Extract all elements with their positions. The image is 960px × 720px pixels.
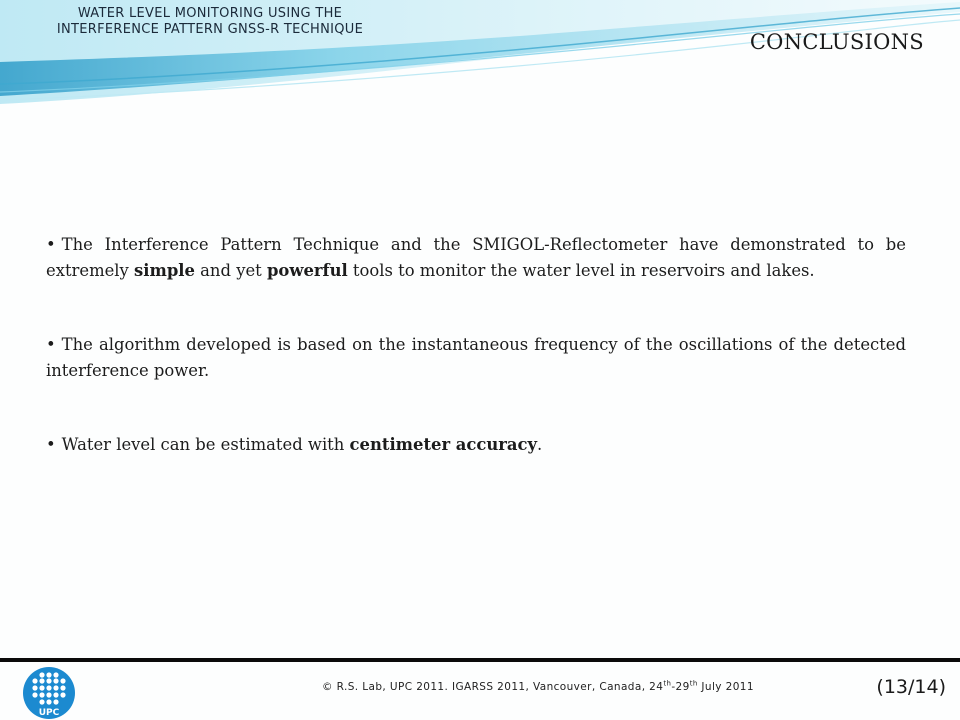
bullet-text: and yet [194, 261, 267, 280]
bullet-dot: • [46, 435, 56, 454]
bullet-text: Water level can be estimated with [61, 435, 350, 454]
footer-credit-suffix: July 2011 [697, 681, 754, 693]
footer-sup: th [663, 679, 672, 688]
footer-sup: th [689, 679, 698, 688]
bullet-list [46, 232, 906, 484]
footer-credit-prefix: © R.S. Lab, UPC 2011. IGARSS 2011, Vancouver, Canada, 24 [322, 681, 664, 693]
bullet-text: The Interference Pattern Technique and the SMIGOL-Reflectometer have demonstrated to be extremely [46, 235, 906, 280]
presentation-title-line1: WATER LEVEL MONITORING USING THE [77, 6, 343, 21]
bullet-emphasis: centimeter accuracy [349, 435, 538, 454]
section-title: CONCLUSIONS [749, 30, 924, 54]
bullet-emphasis: powerful [266, 261, 348, 280]
footer-credit-mid: -29 [671, 681, 690, 693]
page-number: (13/14) [876, 676, 946, 698]
upc-logo-text: UPC [38, 708, 60, 718]
upc-logo [22, 666, 76, 720]
bullet-item [46, 332, 906, 384]
bullet-dot: • [46, 235, 56, 254]
bullet-item [46, 432, 906, 458]
bullet-text: tools to monitor the water level in reservoirs and lakes. [347, 261, 815, 280]
bullet-dot: • [46, 335, 56, 354]
presentation-title-line2: INTERFERENCE PATTERN GNSS-R TECHNIQUE [56, 22, 364, 37]
footer-credit [0, 681, 960, 693]
bullet-emphasis: simple [134, 261, 195, 280]
bullet-text: . [537, 435, 543, 454]
presentation-title [0, 6, 420, 38]
footer-divider [0, 658, 960, 662]
bullet-text: The algorithm developed is based on the instantaneous frequency of the oscillations of the detected interference power. [46, 335, 906, 380]
bullet-item [46, 232, 906, 284]
